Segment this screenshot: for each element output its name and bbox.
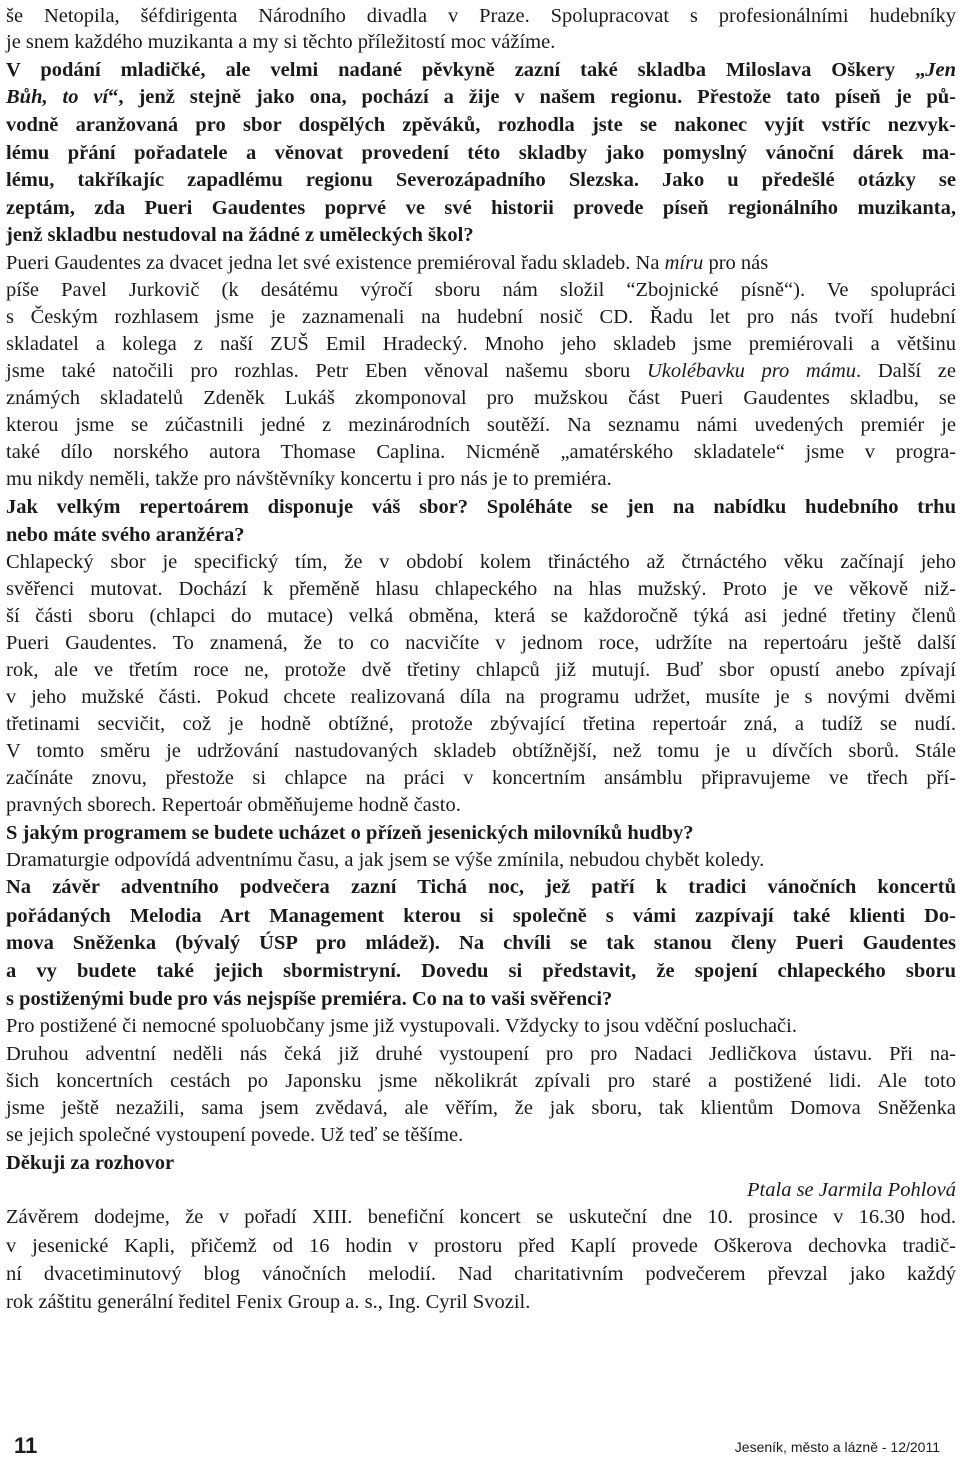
text-segment: pořádaných Melodia Art Management kterou si společně s vámi zazpívají také klienti Do- — [6, 905, 956, 927]
text-segment: jsme také natočili pro rozhlas. Petr Eben věnoval našemu sboru — [6, 360, 647, 382]
text-segment: Dramaturgie odpovídá adventnímu času, a jak jsem se výše zmínila, nebudou chybět koledy. — [6, 849, 765, 871]
text-line — [6, 847, 956, 873]
text-line — [6, 522, 956, 548]
text-line — [6, 412, 956, 438]
text-segment: pravných sborech. Repertoár obměňujeme hodně často. — [6, 794, 461, 816]
text-line — [6, 1289, 956, 1315]
text-segment: Na závěr adventního podvečera zazní Tichá noc, jež patří k tradici vánočních koncertů — [6, 876, 956, 898]
text-line — [6, 711, 956, 737]
text-segment: . Další ze — [856, 360, 956, 382]
text-line — [6, 576, 956, 602]
text-line — [6, 331, 956, 357]
text-segment: nebo máte svého aranžéra? — [6, 524, 245, 546]
text-segment: kterou jsme se zúčastnili jedné z mezinárodních soutěží. Na seznamu námi uvedených premiér je — [6, 414, 956, 436]
text-line — [6, 140, 956, 166]
text-line — [6, 1095, 956, 1121]
text-segment: “, jenž stejně jako ona, pochází a žije v našem regionu. Přestože tato píseň je pů- — [108, 86, 957, 108]
page-number: 11 — [14, 1433, 38, 1458]
text-line — [6, 385, 956, 411]
text-line — [6, 358, 956, 384]
text-line — [6, 250, 956, 276]
text-segment: Jen — [925, 59, 956, 81]
text-segment: mova Sněženka (bývalý ÚSP pro mládež). Na chvíli se tak stanou členy Pueri Gaudentes — [6, 932, 956, 954]
text-segment: Ptala se Jarmila Pohlová — [747, 1179, 956, 1201]
text-segment: začínáte znovu, přestože si chlapce na práci v koncertním ansámblu připravujeme ve třech pří- — [6, 767, 956, 789]
text-line — [6, 903, 956, 929]
text-segment: V podání mladičké, ale velmi nadané pěvkyně zazní také skladba Miloslava Oškery „ — [6, 59, 926, 81]
text-line — [6, 494, 956, 520]
text-segment: je snem každého muzikanta a my si těchto příležitostí moc vážíme. — [6, 31, 556, 53]
text-segment: Pro postižené či nemocné spoluobčany jsme již vystupovali. Vždycky to jsou vděční posluchači. — [6, 1015, 797, 1037]
text-line — [6, 1204, 956, 1230]
text-line — [6, 1177, 956, 1203]
text-line — [6, 792, 956, 818]
text-line — [6, 1150, 956, 1176]
text-line — [6, 84, 956, 110]
text-segment: Ukolébavku pro mámu — [646, 360, 857, 382]
text-segment: také dílo norského autora Thomase Caplina. Nicméně „amatérského skladatele“ jsme v progra- — [6, 441, 956, 463]
text-line — [6, 1122, 956, 1148]
text-segment: šich koncertních cestách po Japonsku jsme několikrát zpívali pro staré a postižené lidi. Ale toto — [6, 1070, 956, 1092]
text-line — [6, 222, 956, 248]
text-segment: s postiženými bude pro vás nejspíše premiéra. Co na to vaši svěřenci? — [6, 988, 613, 1010]
text-line — [6, 986, 956, 1012]
text-line — [6, 304, 956, 330]
text-segment: V tomto směru je udržování nastudovaných skladeb obtížnější, než tomu je u dívčích sborů. Stále — [6, 740, 956, 762]
text-segment: skladatel a kolega z naší ZUŠ Emil Hradecký. Mnoho jeho skladeb jsme premiérovali a většinu — [6, 333, 956, 355]
text-segment: Jak velkým repertoárem disponuje váš sbor? Spoléháte se jen na nabídku hudebního trhu — [6, 496, 956, 518]
text-line — [6, 930, 956, 956]
text-segment: s Českým rozhlasem jsme je zaznamenali na hudební nosič CD. Řadu let pro nás tvoří hudební — [6, 306, 956, 328]
text-segment: se jejich společné vystoupení povede. Už teď se těšíme. — [6, 1124, 464, 1146]
text-segment: ní dvacetiminutový blog vánočních melodií. Nad charitativním podvečerem převzal jako každý — [6, 1263, 956, 1285]
text-line — [6, 684, 956, 710]
text-line — [6, 765, 956, 791]
text-line — [6, 57, 956, 83]
text-segment: lému přání pořadatele a věnovat provedení této skladby jako pomyslný vánoční dárek ma- — [6, 142, 956, 164]
text-line — [6, 549, 956, 575]
text-segment: píše Pavel Jurkovič (k desátému výročí sboru nám složil “Zbojnické písně“). Ve spolupráci — [6, 279, 956, 301]
text-segment: Chlapecký sbor je specifický tím, že v období kolem třináctého až čtrnáctého věku začínají jeho — [6, 551, 956, 573]
text-line — [6, 874, 956, 900]
text-line — [6, 29, 956, 55]
text-segment: zeptám, zda Pueri Gaudentes poprvé ve své historii provede píseň regionálního muzikanta, — [6, 197, 956, 219]
text-line — [6, 1233, 956, 1259]
text-line — [6, 603, 956, 629]
text-line — [6, 657, 956, 683]
text-segment: Děkuji za rozhovor — [6, 1152, 175, 1174]
text-line — [6, 1013, 956, 1039]
text-segment: pro nás — [703, 252, 769, 274]
text-line — [6, 466, 956, 492]
text-segment: Druhou adventní neděli nás čeká již druhé vystoupení pro pro Nadaci Jedličkova ústavu. Při na- — [6, 1043, 956, 1065]
text-line — [6, 439, 956, 465]
text-segment: míru — [664, 252, 704, 274]
text-line — [6, 1068, 956, 1094]
text-line — [6, 820, 956, 846]
text-line — [6, 195, 956, 221]
text-segment: známých skladatelů Zdeněk Lukáš zkomponoval pro mužskou část Pueri Gaudentes skladbu, se — [6, 387, 956, 409]
text-segment: Pueri Gaudentes. To znamená, že to co nacvičíte v jednom roce, udržíte na repertoáru ještě další — [6, 632, 956, 654]
text-segment: rok záštitu generální ředitel Fenix Group a. s., Ing. Cyril Svozil. — [6, 1291, 531, 1313]
publication-footer: Jeseník, město a lázně - 12/2011 — [734, 1439, 940, 1455]
text-line — [6, 958, 956, 984]
text-line — [6, 277, 956, 303]
text-line — [6, 112, 956, 138]
text-segment: še Netopila, šéfdirigenta Národního divadla v Praze. Spolupracovat s profesionálními hudebníky — [6, 5, 956, 27]
text-segment: Závěrem dodejme, že v pořadí XIII. benefiční koncert se uskuteční dne 10. prosince v 16.30 hod. — [6, 1206, 956, 1228]
text-line — [6, 3, 956, 29]
text-segment: S jakým programem se budete ucházet o přízeň jesenických milovníků hudby? — [6, 822, 694, 844]
text-segment: mu nikdy neměli, takže pro návštěvníky koncertu i pro nás je to premiéra. — [6, 468, 612, 490]
text-line — [6, 630, 956, 656]
text-line — [6, 1261, 956, 1287]
text-segment: ší části sboru (chlapci do mutace) velká obměna, která se každoročně týká asi jedné třetiny členů — [6, 605, 956, 627]
text-line — [6, 167, 956, 193]
text-segment: v jesenické Kapli, přičemž od 16 hodin v prostoru před Kaplí provede Oškerova dechovka tradič- — [6, 1235, 956, 1257]
text-segment: jsme ještě nezažili, sama jsem zvědavá, ale věřím, že jak sboru, tak klientům Domova Sněženka — [6, 1097, 956, 1119]
text-segment: svěřenci mutovat. Dochází k přeměně hlasu chlapeckého na hlas mužský. Proto je ve věkově niž- — [6, 578, 956, 600]
text-segment: lému, takříkajíc zapadlému regionu Severozápadního Slezska. Jako u předešlé otázky se — [6, 169, 956, 191]
text-segment: jenž skladbu nestudoval na žádné z uměleckých škol? — [6, 224, 474, 246]
text-segment: třetinami secvičit, což je hodně obtížné, protože zbývající třetina repertoár zná, a tudíž se nudí. — [6, 713, 956, 735]
text-segment: vodně aranžovaná pro sbor dospělých zpěváků, rozhodla jste se nakonec vyjít vstříc nezvyk- — [6, 114, 956, 136]
text-segment: rok, ale ve třetím roce ne, protože dvě třetiny chlapců již mutují. Buď sbor opustí anebo zpívají — [6, 659, 956, 681]
text-segment: a vy budete také jejich sbormistryní. Dovedu si představit, že spojení chlapeckého sboru — [6, 960, 956, 982]
text-segment: v jeho mužské části. Pokud chcete realizovaná díla na programu udržet, musíte je s novými dvěmi — [6, 686, 956, 708]
text-segment: Bůh, to ví — [6, 86, 109, 108]
text-line — [6, 1041, 956, 1067]
text-line — [6, 738, 956, 764]
text-segment: Pueri Gaudentes za dvacet jedna let své existence premiéroval řadu skladeb. Na — [6, 252, 665, 274]
